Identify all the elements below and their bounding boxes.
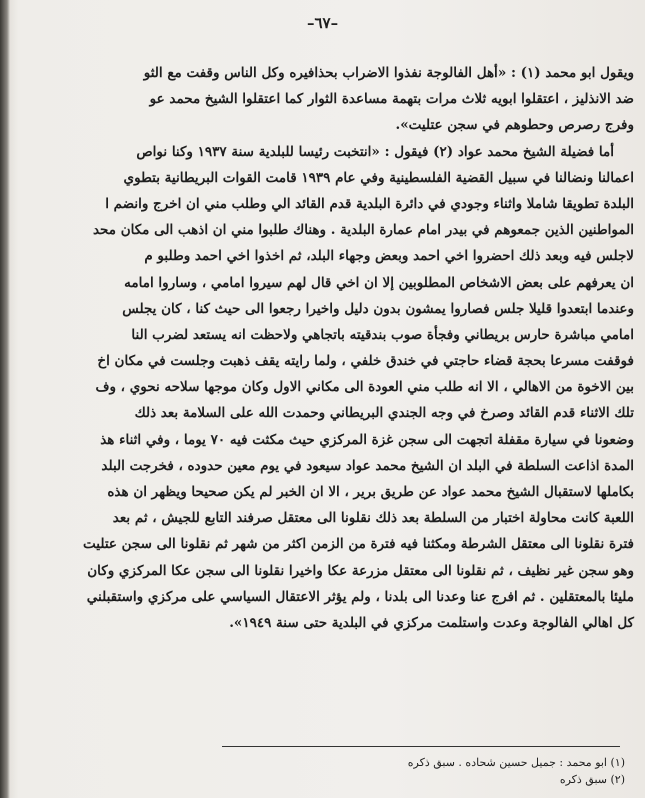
text-line: اعمالنا ونضالنا في سبيل القضية الفلسطينية وفي عام ١٩٣٩ قامت القوات البريطانية بتطوي xyxy=(123,169,634,186)
text-line: فترة نقلونا الى معتقل الشرطة ومكثنا فيه فترة من الزمن اكثر من شهر ثم نقلونا الى سجن عتليت xyxy=(83,536,634,553)
text-line: أما فضيلة الشيخ محمد عواد (٢) فيقول : «انتخبت رئيسا للبلدية سنة ١٩٣٧ وكنا نواص xyxy=(136,143,614,160)
text-line: بكاملها لاستقبال الشيخ محمد عواد عن طريق برير ، الا ان الخبر لم يكن صحيحا ويظهر ان هذه xyxy=(107,484,634,500)
body-text xyxy=(4,60,640,700)
text-line: تلك الاثناء قدم القائد وصرخ في وجه الجندي البريطاني وحمدت الله على السلامة بعد ذلك xyxy=(134,405,634,422)
text-line: اللعبة كانت محاولة اختبار من السلطة بعد ذلك نقلونا الى معتقل صرفند التابع للجيش ، ثم بعد xyxy=(112,510,634,527)
text-line: فوقفت مسرعا بحجة قضاء حاجتي في خندق خلفي ، ولما رايته يقف ذهبت وجلست في مكان اخ xyxy=(97,353,634,370)
text-line: المدة اذاعت السلطة في البلد ان الشيخ محمد عواد سيعود في يوم معين حدوده ، فخرجت البلد xyxy=(101,457,634,474)
text-line: ان يعرفهم على بعض الاشخاص المطلوبين إلا ان اخي قال لهم سيروا امامي ، وساروا امامه xyxy=(124,274,634,291)
text-line: وعندما ابتعدوا قليلا جلس فصاروا يمشون بدون دليل واخيرا رجعوا الى حيث كنا ، كان يجلس xyxy=(122,300,634,317)
text-line: مليئا بالمعتقلين . ثم افرج عنا وعدنا الى بلدنا ، ولم يؤثر الاعتقال السياسي على مركزي واستقبلني xyxy=(86,588,634,605)
text-line: المواطنين الذين جمعوهم في بيدر امام عمارة البلدية . وهناك طلبوا مني ان اذهب الى مكان محد xyxy=(92,222,634,239)
footnotes xyxy=(205,754,625,788)
text-line: ويقول ابو محمد (١) : «أهل الفالوجة نفذوا الاضراب بحذافيره وكل الناس وقفت مع الثو xyxy=(143,65,634,81)
text-line: وضعونا في سيارة مقفلة اتجهت الى سجن غزة المركزي حيث مكثت فيه ٧٠ يوما ، وفي اثناء هذ xyxy=(100,431,634,448)
text-line: ضد الانذليز ، اعتقلوا ابويه ثلاث مرات بتهمة مساعدة الثوار كما اعتقلوا الشيخ محمد عو xyxy=(149,91,634,108)
footnote: (١) ابو محمد : جميل حسين شحاده . سبق ذكره xyxy=(407,756,625,769)
text-line: كل اهالي الفالوجة وعدت واستلمت مركزي في البلدية حتى سنة ١٩٤٩». xyxy=(229,614,634,631)
text-line: وهو سجن غير نظيف ، ثم نقلونا الى معتقل مزرعة عكا واخيرا نقلونا الى سجن عكا المركزي وكان xyxy=(87,562,634,579)
text-line: وفرج رصرص وحطوهم في سجن عتليت». xyxy=(395,117,634,134)
text-line: لاجلس فيه وبعد ذلك احضروا اخي احمد وبعض وجهاء البلد، ثم اخذوا اخي احمد وطلبو م xyxy=(144,248,634,265)
page-number: –٦٧– xyxy=(306,14,339,32)
footnote: (٢) سبق ذكره xyxy=(559,773,625,786)
footnote-divider xyxy=(222,746,620,747)
text-line: بين الاخوة من الاهالي ، الا انه طلب مني العودة الى مكاني الاول وكان موجها سلاحه نحوي ، وف xyxy=(95,379,634,396)
text-line: البلدة تطويقا شاملا واثناء وجودي في دائرة البلدية قدم القائد الي وطلب مني ان اخرج وانضم ا xyxy=(105,195,634,212)
text-line: امامي مباشرة حارس بريطاني وفجأة صوب بندقيته باتجاهي ولاحظت انه يستعد لضرب النا xyxy=(131,326,634,343)
